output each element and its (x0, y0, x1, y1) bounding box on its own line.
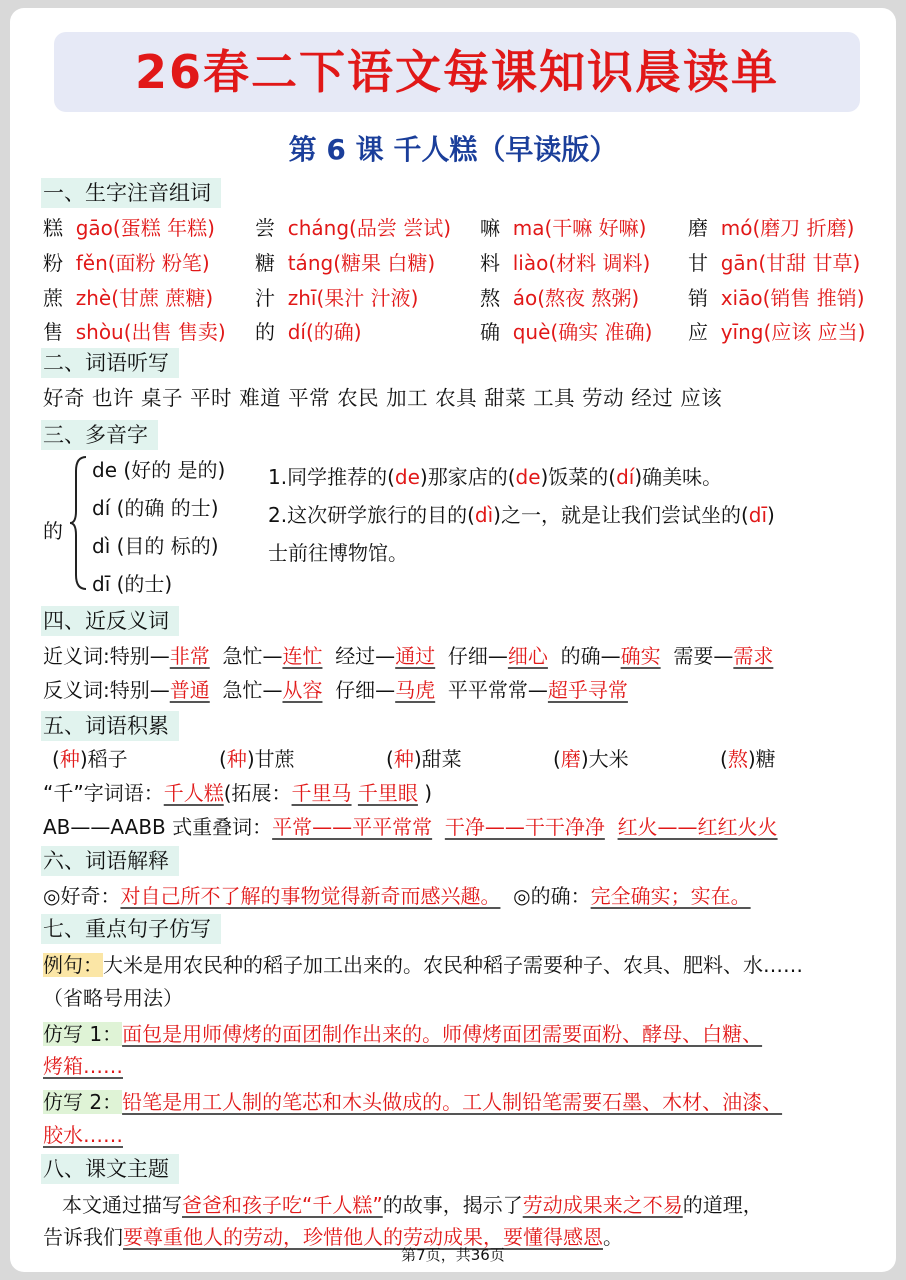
example-words: (蛋糕 年糕) (112, 216, 215, 240)
pinyin: zhè (75, 286, 112, 310)
character-entry (688, 283, 865, 313)
imitation-1-cont: 烤箱…… (43, 1054, 123, 1078)
example-words: (材料 调料) (548, 251, 651, 275)
polyphone-char: 的 (43, 519, 63, 543)
pinyin: gāo (75, 216, 113, 240)
qian-words: “千”字词语：千人糕(拓展：千里马 千里眼 ) (43, 781, 433, 805)
word-pair: 平平常常—超乎寻常 (447, 678, 628, 702)
example-words: (干嘛 好嘛) (544, 216, 647, 240)
section-heading-explanation: 六、词语解释 (41, 846, 179, 876)
dictation-words: 好奇 也许 桌子 平时 难道 平常 农民 加工 农具 甜菜 工具 劳动 经过 应该 (43, 386, 723, 410)
verb-phrase: (种)甘蔗 (219, 747, 295, 771)
character: 糖 (255, 251, 275, 275)
character-entry (688, 213, 854, 243)
section-heading-imitation: 七、重点句子仿写 (41, 914, 221, 944)
character-entry (255, 283, 418, 313)
page-title: 26春二下语文每课知识晨读单 (54, 32, 860, 112)
example-words: (应该 应当) (763, 320, 866, 344)
character: 糕 (43, 216, 63, 240)
polyphone-reading: dì (目的 标的) (92, 534, 219, 558)
example-words: (甘蔗 蔗糖) (111, 286, 214, 310)
verb-phrase: (熬)糖 (720, 747, 776, 771)
polyphone-question-2-cont: 士前往博物馆。 (268, 541, 408, 565)
example-words: (甘甜 甘草) (758, 251, 861, 275)
character-entry (43, 317, 226, 347)
character-entry (43, 248, 210, 278)
example-words: (出售 售卖) (123, 320, 226, 344)
character-entry (255, 213, 451, 243)
imitation-2-cont: 胶水…… (43, 1123, 123, 1147)
pinyin: xiāo (720, 286, 763, 310)
example-words: (熬夜 熬粥) (537, 286, 640, 310)
character-entry (688, 317, 865, 347)
verb-phrase: (磨)大米 (553, 747, 629, 771)
polyphone-question-1: 1.同学推荐的(de)那家店的(de)饭菜的(dí)确美味。 (268, 465, 723, 489)
pinyin: táng (287, 251, 334, 275)
character: 销 (688, 286, 708, 310)
character: 甘 (688, 251, 708, 275)
example-words: (品尝 尝试) (349, 216, 451, 240)
word-pair: 的确—确实 (560, 644, 661, 668)
character-entry (688, 248, 860, 278)
brace-icon (68, 453, 90, 593)
word-pair: 急忙—从容 (222, 678, 323, 702)
word-pair: 特别—非常 (109, 644, 210, 668)
character-entry (480, 248, 650, 278)
section-heading-theme: 八、课文主题 (41, 1154, 179, 1184)
section-heading-characters: 一、生字注音组词 (41, 178, 221, 208)
row-label: 近义词: (43, 644, 110, 668)
pinyin: yīng (720, 320, 764, 344)
pinyin: zhī (287, 286, 317, 310)
worksheet-page (10, 8, 896, 1272)
character: 料 (480, 251, 500, 275)
character: 应 (688, 320, 708, 344)
word-pair: 仔细—马虎 (335, 678, 436, 702)
example-words: (磨刀 折磨) (752, 216, 855, 240)
example-note: （省略号用法） (43, 986, 183, 1010)
reduplication-words: AB——AABB 式重叠词：平常——平平常常 干净——干干净净 红火——红红火火 (43, 815, 778, 839)
character: 蔗 (43, 286, 63, 310)
synonyms-row (43, 641, 786, 671)
polyphone-question-2: 2.这次研学旅行的目的(dì)之一，就是让我们尝试坐的(dī) (268, 503, 775, 527)
row-label: 反义词: (43, 678, 110, 702)
word-pair: 特别—普通 (109, 678, 210, 702)
example-words: (销售 推销) (762, 286, 865, 310)
pinyin: áo (512, 286, 538, 310)
pinyin: què (512, 320, 551, 344)
pinyin: ma (512, 216, 545, 240)
character: 熬 (480, 286, 500, 310)
section-heading-synonyms: 四、近反义词 (41, 606, 179, 636)
character-entry (480, 317, 652, 347)
example-sentence: 例句：大米是用农民种的稻子加工出来的。农民种稻子需要种子、农具、肥料、水…… (43, 953, 803, 977)
antonyms-row (43, 675, 641, 705)
character-entry (255, 248, 435, 278)
section-heading-accumulation: 五、词语积累 (41, 711, 179, 741)
polyphone-reading: de (好的 是的) (92, 458, 226, 482)
pinyin: liào (512, 251, 549, 275)
word-explanations: ◎好奇：对自己所不了解的事物觉得新奇而感兴趣。 ◎的确：完全确实；实在。 (43, 884, 751, 908)
character: 汁 (255, 286, 275, 310)
word-pair: 急忙—连忙 (222, 644, 323, 668)
theme-line-2: 告诉我们要尊重他人的劳动，珍惜他人的劳动成果，要懂得感恩。 (43, 1225, 623, 1249)
character: 的 (255, 320, 275, 344)
character: 磨 (688, 216, 708, 240)
pinyin: shòu (75, 320, 124, 344)
lesson-title: 第 6 课 千人糕（早读版） (288, 133, 618, 166)
word-pair: 经过—通过 (335, 644, 436, 668)
example-words: (糖果 白糖) (333, 251, 436, 275)
pinyin: cháng (287, 216, 350, 240)
imitation-2: 仿写 2：铅笔是用工人制的笔芯和木头做成的。工人制铅笔需要石墨、木材、油漆、 (43, 1090, 783, 1114)
pinyin: fěn (75, 251, 108, 275)
example-words: (的确) (305, 320, 362, 344)
example-words: (确实 准确) (550, 320, 653, 344)
polyphone-reading: dí (的确 的士) (92, 496, 219, 520)
section-heading-polyphone: 三、多音字 (41, 420, 158, 450)
pinyin: dí (287, 320, 306, 344)
example-words: (果汁 汁液) (316, 286, 419, 310)
verb-phrase: (种)甜菜 (386, 747, 462, 771)
verb-phrase: (种)稻子 (52, 747, 128, 771)
character-entry (480, 213, 646, 243)
section-heading-dictation: 二、词语听写 (41, 348, 179, 378)
page-number: 第7页，共36页 (401, 1246, 505, 1264)
word-pair: 仔细—细心 (447, 644, 548, 668)
character-entry (43, 283, 213, 313)
character: 嘛 (480, 216, 500, 240)
imitation-1: 仿写 1：面包是用师傅烤的面团制作出来的。师傅烤面团需要面粉、酵母、白糖、 (43, 1022, 763, 1046)
theme-line-1: 本文通过描写爸爸和孩子吃“千人糕”的故事，揭示了劳动成果来之不易的道理， (62, 1193, 763, 1217)
character: 售 (43, 320, 63, 344)
example-words: (面粉 粉笔) (107, 251, 210, 275)
character: 尝 (255, 216, 275, 240)
polyphone-reading: dī (的士) (92, 572, 173, 596)
character-entry (480, 283, 639, 313)
character-entry (43, 213, 215, 243)
character: 粉 (43, 251, 63, 275)
character: 确 (480, 320, 500, 344)
pinyin: gān (720, 251, 759, 275)
character-entry (255, 317, 362, 347)
word-pair: 需要—需求 (673, 644, 774, 668)
pinyin: mó (720, 216, 753, 240)
